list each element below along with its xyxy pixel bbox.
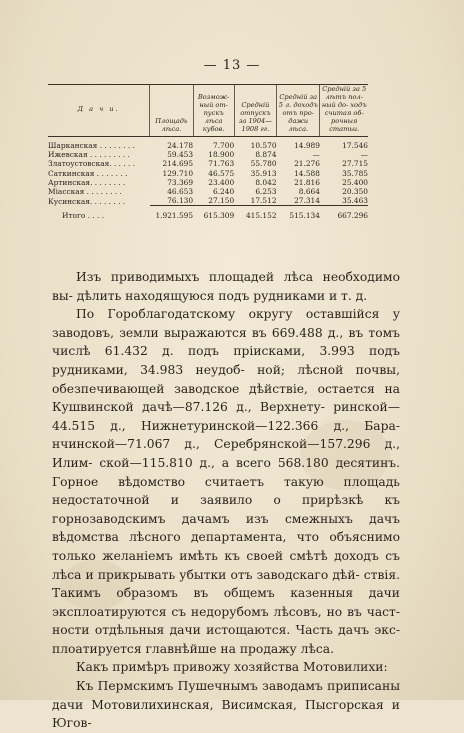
row-possible: 18.900 — [208, 150, 235, 160]
total-possible: 615.309 — [193, 206, 234, 221]
body-text — [52, 268, 400, 733]
row-avg-release: 35.913 — [250, 168, 277, 178]
header-area: Площадь лѣса. — [150, 85, 193, 137]
row-possible: 46.575 — [208, 168, 235, 178]
row-avg-income: 8.664 — [298, 187, 320, 197]
total-area: 1.921.595 — [150, 206, 193, 221]
row-avg-release: 8.042 — [255, 177, 277, 187]
row-name: Златоустовская. . . . . . — [48, 159, 136, 169]
row-area: 214.695 — [162, 159, 194, 169]
row-avg-release: 10.570 — [250, 141, 277, 150]
row-avg-income: 14.989 — [294, 141, 320, 150]
forest-statistics-table — [48, 84, 368, 221]
row-avg-5yr: — — [360, 150, 368, 160]
table-row — [48, 187, 368, 196]
row-avg-5yr: 20.350 — [342, 187, 368, 197]
paragraph: Изъ приводимыхъ площадей лѣса необходимо вы- дѣлить находящуюся подъ рудниками и т. д. — [52, 270, 400, 303]
row-area: 129.710 — [162, 168, 194, 178]
row-name: Міасская . . . . . . . . — [48, 187, 122, 197]
row-area: 73.369 — [167, 177, 194, 187]
table-header-row — [48, 85, 368, 137]
row-avg-release: 17.512 — [250, 196, 277, 206]
table-row — [48, 169, 368, 178]
row-avg-5yr: 27.715 — [342, 159, 368, 169]
table-body — [48, 141, 368, 206]
row-avg-income: — — [312, 150, 320, 160]
table-total-row — [48, 206, 368, 221]
table-row — [48, 141, 368, 150]
paragraph: Къ Пермскимъ Пушечнымъ заводамъ приписаны дачи Мотовилихинская, Висимская, Пысгорская и Югов- — [52, 679, 400, 731]
row-avg-release: 8.874 — [255, 150, 277, 160]
header-possible-release: Возмож- ный от- пускъ лѣса кубов. — [193, 85, 234, 137]
row-name: Шарканская . . . . . . . . — [48, 141, 135, 150]
table-row — [48, 196, 368, 206]
total-avg-release: 415.152 — [234, 206, 276, 221]
row-avg-release: 55.780 — [250, 159, 277, 169]
header-avg-full-income: Средній за 5 лѣтъ пол- ный до- ходъ считая об- рочныя статьи. — [320, 85, 368, 137]
total-avg-5yr: 667.296 — [320, 206, 368, 221]
header-dachi: Д а ч и. — [48, 85, 150, 137]
row-area: 46.653 — [167, 187, 194, 197]
paragraph: Какъ примѣръ привожу хозяйства Мотовилихи: — [76, 660, 388, 675]
row-avg-5yr: 17.546 — [342, 141, 368, 150]
row-avg-5yr: 35.785 — [342, 168, 368, 178]
row-possible: 71.763 — [208, 159, 235, 169]
page-number: — 13 — — [203, 58, 261, 73]
row-area: 76.130 — [167, 196, 194, 206]
row-avg-5yr: 25.400 — [342, 177, 368, 187]
table-row — [48, 159, 368, 168]
row-possible: 7.700 — [213, 141, 235, 150]
row-avg-income: 27.314 — [294, 196, 320, 206]
row-area: 59.453 — [167, 150, 194, 160]
row-name: Кусинская. . . . . . . . — [48, 196, 126, 206]
row-name: Ижевская . . . . . . . . . — [48, 150, 130, 160]
table-row — [48, 150, 368, 159]
header-avg-release: Средній отпускъ за 1904— 1908 гг. — [234, 85, 276, 137]
total-label: Итого . . . . — [62, 211, 105, 221]
row-avg-5yr: 35.463 — [342, 196, 368, 206]
row-area: 24.178 — [167, 141, 194, 150]
header-avg-income: Средній за 5 л. доходъ отъ про- дажи лѣса. — [277, 85, 320, 137]
row-possible: 6.240 — [213, 187, 235, 197]
row-avg-income: 14.588 — [294, 168, 320, 178]
row-possible: 27.150 — [208, 196, 235, 206]
total-avg-income: 515.134 — [277, 206, 320, 221]
row-name: Артинская. . . . . . . . — [48, 177, 126, 187]
row-possible: 23.400 — [208, 177, 235, 187]
row-avg-release: 6.253 — [255, 187, 277, 197]
paragraph: По Гороблагодатскому округу оставшійся у заводовъ, земли выражаются въ 669.488 д., въ томъ числѣ 61.432 д. подъ пріисками, 3.993 подъ рудниками, 34.983 неудоб- ной; лѣсной почвы, обезпечивающей заводское дѣйствіе, остается на Кушвинской дачѣ—87.126 д., Верхнету- ринской—44.515 д., Нижнетуринской—122.366 д., Бара- нчинской—71.067 д., Серебрянской—157.296 д., Илим- ской—115.810 д., а всего 568.180 десятинъ. Горное вѣдомство считаетъ такую площадь недостаточной и заявило о прирѣзкѣ къ горнозаводскимъ дачамъ изъ смежныхъ дачъ вѣдомства лѣсного департамента, что объяснимо только желаніемъ имѣть къ своей смѣтѣ доходъ съ лѣса и прикрывать убытки отъ заводскаго дѣй- ствія. Такимъ образомъ въ общемъ казенныя дачи эксплоатируются съ недорубомъ лѣсовъ, но въ част- ности отдѣльныя дачи истощаются. Часть дачъ экс- плоатируется главнѣйше на продажу лѣса. — [52, 307, 400, 656]
row-avg-income: 21.816 — [294, 177, 320, 187]
row-avg-income: 21.276 — [294, 159, 320, 169]
row-name: Саткинская . . . . . . . — [48, 168, 128, 178]
table-row — [48, 178, 368, 187]
